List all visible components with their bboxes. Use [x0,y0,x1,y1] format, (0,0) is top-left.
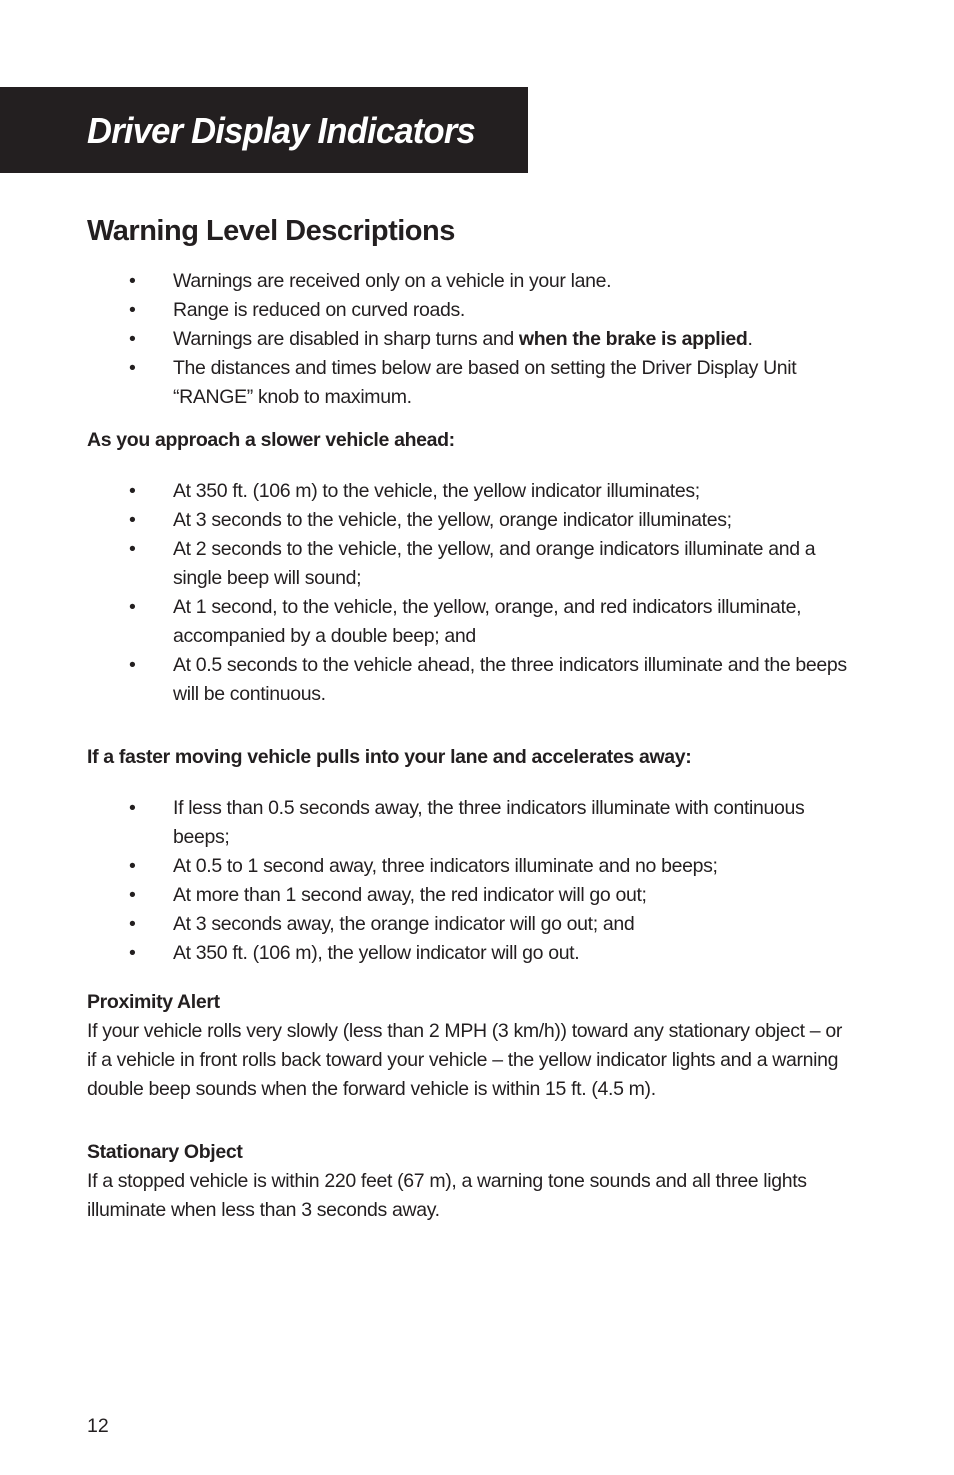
list-item: • Warnings are received only on a vehicle in your lane. [87,267,847,296]
page-number: 12 [87,1415,109,1437]
list-item-punctuation: . [747,328,753,350]
title-banner [0,87,528,173]
list-item: • If less than 0.5 seconds away, the three indicators illuminate with continuous beeps; [87,794,847,852]
faster-vehicle-heading: If a faster moving vehicle pulls into your lane and accelerates away: [87,746,692,768]
page-title: Driver Display Indicators [87,110,476,151]
approach-bullet-list [87,477,847,709]
list-item: • At 1 second, to the vehicle, the yellow, orange, and red indicators illuminate, accompanied by a double beep; and [87,593,847,651]
list-item-text: Warnings are disabled in sharp turns and [173,328,519,350]
list-item: • At 3 seconds to the vehicle, the yellow, orange indicator illuminates; [87,506,847,535]
list-item: • Range is reduced on curved roads. [87,296,847,325]
intro-bullet-list [87,267,847,412]
list-item: • At 3 seconds away, the orange indicator will go out; and [87,910,847,939]
list-item: • The distances and times below are based on setting the Driver Display Unit “RANGE” knob to maximum. [87,354,847,412]
list-item [87,325,847,354]
approach-heading: As you approach a slower vehicle ahead: [87,429,455,451]
proximity-alert-body: If your vehicle rolls very slowly (less than 2 MPH (3 km/h)) toward any stationary object – or if a vehicle in front rolls back toward your vehicle – the yellow indicator lights and a warning double beep sounds when the forward vehicle is within 15 ft. (4.5 m). [87,1020,842,1100]
list-item: • At 350 ft. (106 m), the yellow indicator will go out. [87,939,847,968]
faster-vehicle-bullet-list [87,794,847,968]
stationary-object-heading: Stationary Object [87,1141,243,1163]
section-heading: Warning Level Descriptions [87,215,455,247]
stationary-object-body: If a stopped vehicle is within 220 feet (67 m), a warning tone sounds and all three lights illuminate when less than 3 seconds away. [87,1170,807,1221]
proximity-alert-heading: Proximity Alert [87,991,220,1013]
list-item: • At 2 seconds to the vehicle, the yellow, and orange indicators illuminate and a single beep will sound; [87,535,847,593]
emphasis-text: when the brake is applied [518,328,748,350]
list-item: • At 0.5 seconds to the vehicle ahead, the three indicators illuminate and the beeps will be continuous. [87,651,847,709]
list-item: • At 0.5 to 1 second away, three indicators illuminate and no beeps; [87,852,847,881]
main-content [87,211,847,1225]
list-item: • At more than 1 second away, the red indicator will go out; [87,881,847,910]
list-item: • At 350 ft. (106 m) to the vehicle, the yellow indicator illuminates; [87,477,847,506]
